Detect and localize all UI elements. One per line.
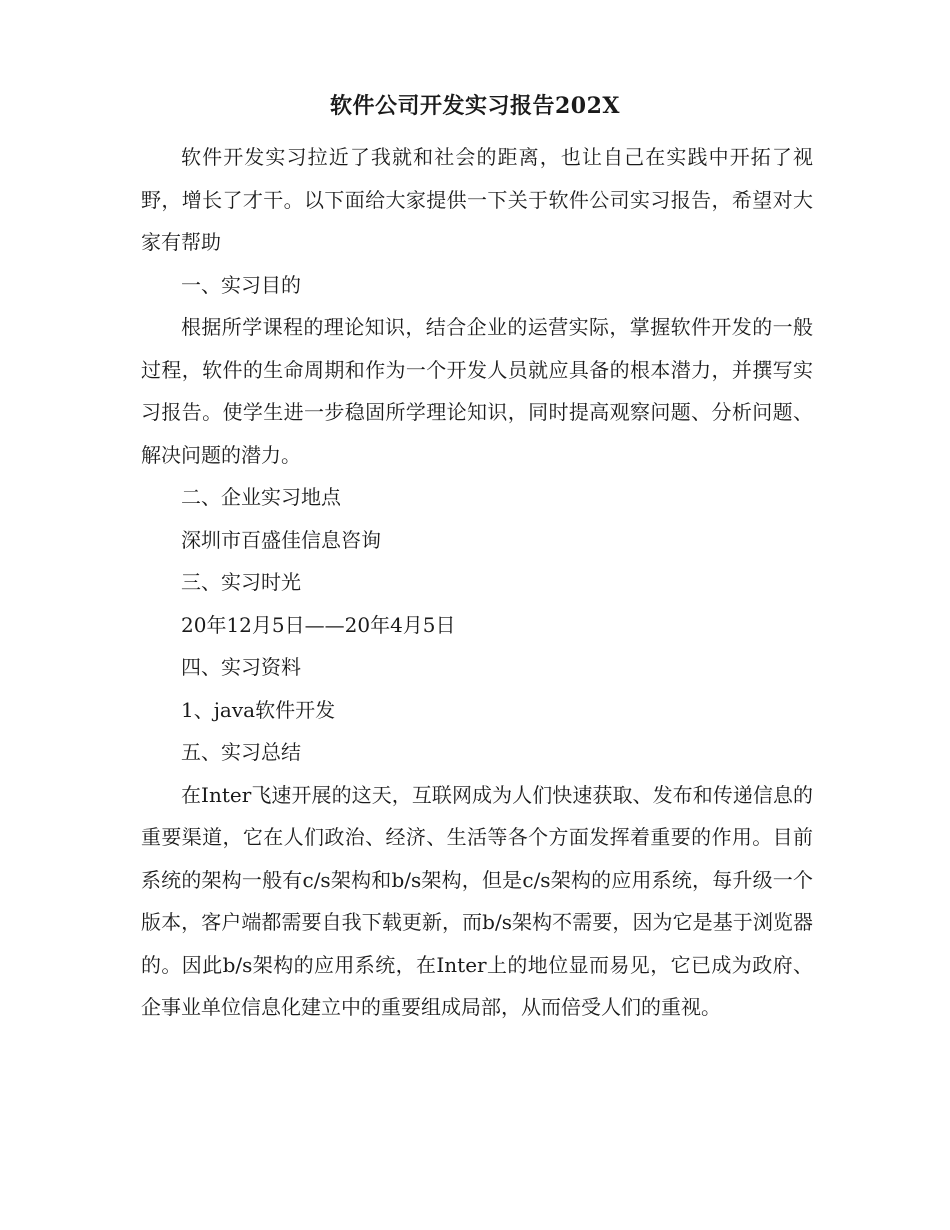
section-text-location: 深圳市百盛佳信息咨询	[181, 527, 381, 552]
section-text-summary: 在Inter飞速开展的这天，互联网成为人们快速获取、发布和传递信息的重要渠道，它在人们政治、经济、生活等各个方面发挥着重要的作用。目前系统的架构一般有c/s架构和b/s架构，但是c/s架构的应用系统，每升级一个版本，客户端都需要自我下载更新，而b/s架构不需要，因为它是基于浏览器的。因此b/s架构的应用系统，在Inter上的地位显而易见，它已成为政府、企事业单位信息化建立中的重要组成局部，从而倍受人们的重视。	[141, 782, 813, 1019]
section-heading-location: 二、企业实习地点	[181, 485, 341, 509]
section-heading-summary: 五、实习总结	[181, 740, 301, 764]
section-heading-time: 三、实习时光	[181, 570, 301, 594]
intro-paragraph: 软件开发实习拉近了我就和社会的距离，也让自己在实践中开拓了视野，增长了才干。以下面给大家提供一下关于软件公司实习报告，希望对大家有帮助	[141, 145, 813, 254]
document-title: 软件公司开发实习报告202X	[330, 93, 620, 119]
section-text-purpose: 根据所学课程的理论知识，结合企业的运营实际，掌握软件开发的一般过程，软件的生命周期和作为一个开发人员就应具备的根本潜力，并撰写实习报告。使学生进一步稳固所学理论知识，同时提高观察问题、分析问题、解决问题的潜力。	[141, 315, 813, 467]
section-heading-purpose: 一、实习目的	[181, 272, 301, 297]
section-text-content: 1、java软件开发	[181, 697, 336, 722]
section-heading-content: 四、实习资料	[181, 655, 301, 679]
section-text-time: 20年12月5日——20年4月5日	[181, 612, 456, 637]
document-body	[141, 136, 813, 1029]
